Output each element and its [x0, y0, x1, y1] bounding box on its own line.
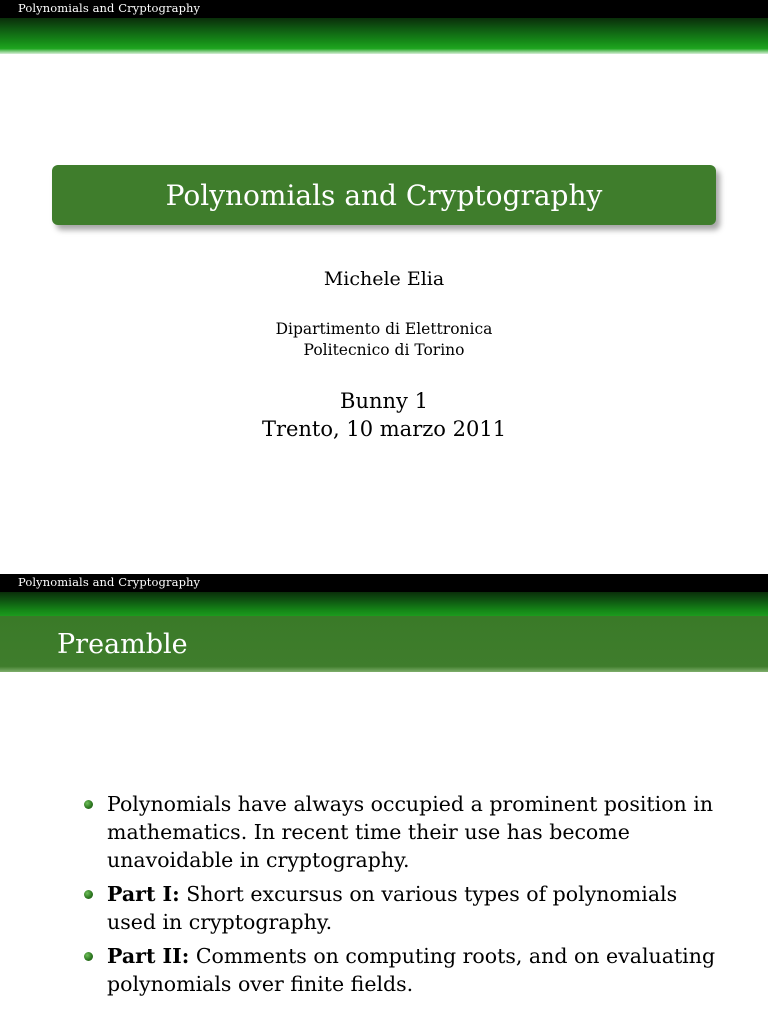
institute-line-2: Politecnico di Torino	[303, 341, 465, 359]
event-line-1: Bunny 1	[340, 389, 428, 413]
bullet-icon	[84, 890, 93, 899]
title-box	[52, 165, 716, 225]
author-name: Michele Elia	[323, 268, 445, 290]
header-green-band	[0, 592, 768, 616]
bullet-list	[84, 790, 724, 1004]
header-green-band	[0, 18, 768, 54]
bullet-lead: Part II:	[107, 944, 190, 968]
bullet-text: Short excursus on various types of polynomials used in cryptography.	[107, 882, 678, 934]
presentation-title: Polynomials and Cryptography	[165, 178, 603, 212]
list-item	[84, 880, 724, 936]
bullet-icon	[84, 952, 93, 961]
bullet-lead: Part I:	[107, 882, 180, 906]
event-line-2: Trento, 10 marzo 2011	[261, 417, 507, 441]
list-item	[84, 790, 724, 874]
list-item	[84, 942, 724, 998]
frame-title-bar	[0, 616, 768, 672]
header-title: Polynomials and Cryptography	[18, 1, 201, 15]
header-bar	[0, 0, 768, 18]
institute	[0, 319, 768, 361]
bullet-text: Polynomials have always occupied a prominent position in mathematics. In recent time their use has become unavoidable in cryptography.	[107, 792, 714, 872]
frame-title: Preamble	[57, 629, 188, 660]
preamble-slide	[0, 574, 768, 1024]
institute-line-1: Dipartimento di Elettronica	[275, 320, 493, 338]
header-title: Polynomials and Cryptography	[18, 575, 201, 589]
event-info	[0, 387, 768, 443]
bullet-icon	[84, 800, 93, 809]
bullet-text: Comments on computing roots, and on evaluating polynomials over finite fields.	[107, 944, 716, 996]
header-bar	[0, 574, 768, 592]
